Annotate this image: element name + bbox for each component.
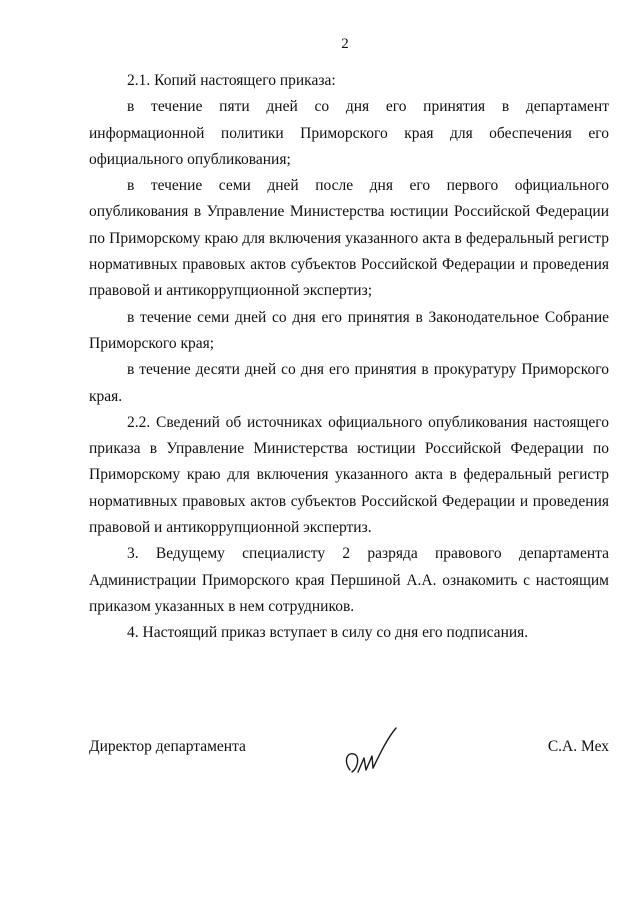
handwritten-signature xyxy=(340,722,400,782)
document-body xyxy=(89,68,609,647)
paragraph-legislative-assembly: в течение семи дней со дня его принятия в Законодательное Собрание Приморского края; xyxy=(89,308,609,352)
paragraph-prosecutor: в течение десяти дней со дня его принятия в прокуратуру Приморского края. xyxy=(89,361,609,405)
signatory-title: Директор департамента xyxy=(89,738,246,755)
paragraph-4: 4. Настоящий приказ вступает в силу со дня его подписания. xyxy=(127,624,529,642)
paragraph-information-policy: в течение пяти дней со дня его принятия в департамент информационной политики Приморского края для обеспечения его официального опубликования; xyxy=(89,98,609,168)
paragraph-3: 3. Ведущему специалисту 2 разряда правового департамента Администрации Приморского края Першиной А.А. ознакомить с настоящим приказом указанных в нем сотрудников. xyxy=(89,545,609,615)
paragraph-2-2: 2.2. Сведений об источниках официального опубликования настоящего приказа в Управление Министерства юстиции Российской Федерации по Приморскому краю для включения указанного акта в федеральный регистр нормативных правовых актов субъектов Российской Федерации и проведения правовой и антикоррупционной экспертиз. xyxy=(89,413,609,537)
paragraph-2-1-heading: 2.1. Копий настоящего приказа: xyxy=(127,72,336,89)
signatory-name: С.А. Мех xyxy=(547,738,609,755)
page-number: 2 xyxy=(341,36,349,52)
paragraph-ministry-justice: в течение семи дней после дня его первого официального опубликования в Управление Министерства юстиции Российской Федерации по Приморскому краю для включения указанного акта в федеральный регистр нормативных правовых актов субъектов Российской Федерации и проведения правовой и антикоррупционной экспертиз; xyxy=(89,177,609,300)
